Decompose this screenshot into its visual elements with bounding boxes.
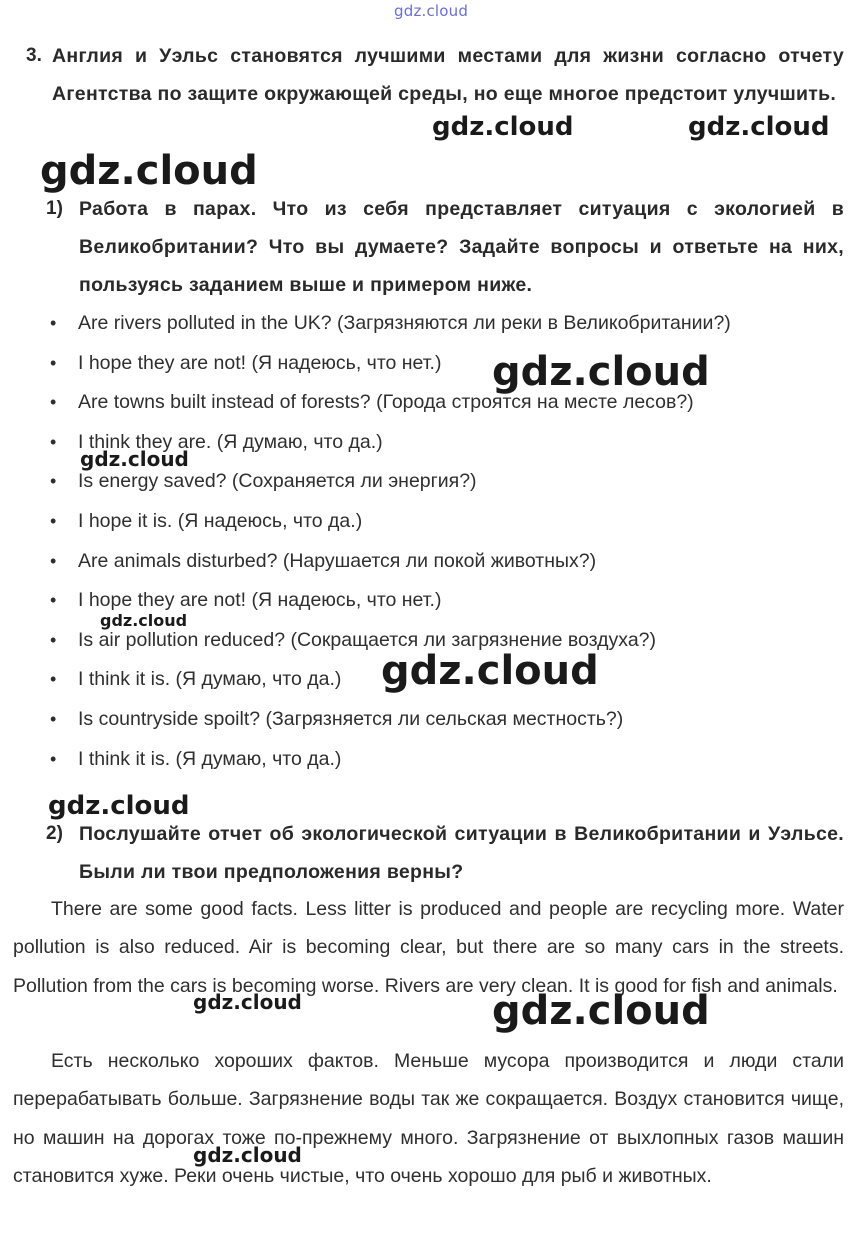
list-item: • Is countryside spoilt? (Загрязняется ли сельская местность?) xyxy=(50,700,731,740)
watermark: gdz.cloud xyxy=(48,791,190,821)
bullet-icon: • xyxy=(50,313,57,333)
report-text-english: There are some good facts. Less litter is produced and people are recycling more. Water pollution is also reduced. Air is becoming clear, but there are so many cars in the streets. Pollution from the cars is becoming worse. Rivers are very clean. It is good for fish and animals. xyxy=(13,898,844,997)
bullet-icon: • xyxy=(50,550,57,571)
task-heading: Англия и Уэльс становятся лучшими местами для жизни согласно отчету Агентства по защите окружающей среды, но еще многое предстоит улучшить. xyxy=(52,45,844,105)
watermark: gdz.cloud xyxy=(80,447,189,471)
list-item: • I think it is. (Я думаю, что да.) xyxy=(50,660,731,700)
list-item: • I hope they are not! (Я надеюсь, что нет.) xyxy=(50,581,731,621)
bullet-icon: • xyxy=(50,669,57,690)
watermark: gdz.cloud xyxy=(193,1143,302,1167)
bullet-icon: • xyxy=(50,431,57,452)
list-item: • I think it is. (Я думаю, что да.) xyxy=(50,740,731,780)
list-item: • Is air pollution reduced? (Сокращается ли загрязнение воздуха?) xyxy=(50,621,731,661)
watermark: gdz.cloud xyxy=(688,112,830,142)
task-number: 3. xyxy=(26,45,42,66)
bullet-icon: • xyxy=(50,471,57,492)
bullet-icon: • xyxy=(50,392,57,413)
list-item: • I think they are. (Я думаю, что да.) xyxy=(50,423,731,463)
part2-number: 2) xyxy=(46,823,63,844)
part2-instruction: Послушайте отчет об экологической ситуации в Великобритании и Уэльсе. Были ли твои предположения верны? xyxy=(79,823,844,883)
list-item: • Are towns built instead of forests? (Города строятся на месте лесов?) xyxy=(50,383,731,423)
bullet-icon: • xyxy=(50,748,57,769)
bullet-icon: • xyxy=(50,590,57,611)
list-item: • Are rivers polluted in the UK? (Загрязняются ли реки в Великобритании?) xyxy=(50,304,731,344)
watermark: gdz.cloud xyxy=(193,990,302,1014)
watermark: gdz.cloud xyxy=(432,112,574,142)
watermark: gdz.cloud xyxy=(492,349,710,395)
bullet-icon: • xyxy=(50,352,57,373)
watermark: gdz.cloud xyxy=(381,648,599,694)
bullet-icon: • xyxy=(50,510,57,531)
watermark: gdz.cloud xyxy=(40,148,258,194)
part1-instruction: Работа в парах. Что из себя представляет ситуация с экологией в Великобритании? Что вы думаете? Задайте вопросы и ответьте на них, пользуясь заданием выше и примером ниже. xyxy=(79,198,844,296)
report-text-russian: Есть несколько хороших фактов. Меньше мусора производится и люди стали перерабатывать больше. Загрязнение воды так же сокращается. Воздух становится чище, но машин на дорогах тоже по-прежнему много. Загрязнение от выхлопных газов машин становится хуже. Реки очень чистые, что очень хорошо для рыб и животных. xyxy=(13,1050,844,1188)
list-item: • Are animals disturbed? (Нарушается ли покой животных?) xyxy=(50,542,731,582)
list-item: • I hope they are not! (Я надеюсь, что нет.) xyxy=(50,344,731,384)
watermark: gdz.cloud xyxy=(100,611,188,630)
list-item: • Is energy saved? (Сохраняется ли энергия?) xyxy=(50,462,731,502)
list-item: • I hope it is. (Я надеюсь, что да.) xyxy=(50,502,731,542)
bullet-icon: • xyxy=(50,708,57,729)
watermark: gdz.cloud xyxy=(492,988,710,1034)
watermark-top: gdz.cloud xyxy=(394,2,469,20)
part1-number: 1) xyxy=(46,198,63,219)
bullet-icon: • xyxy=(50,629,57,650)
